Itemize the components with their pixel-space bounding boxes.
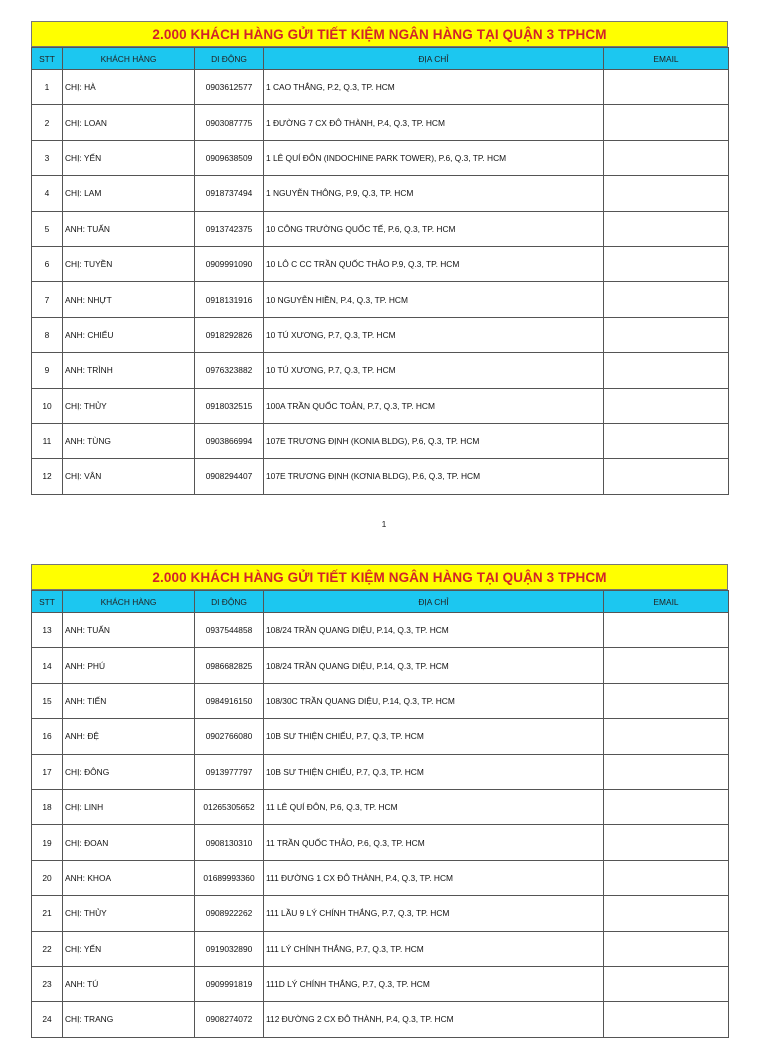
email	[604, 105, 729, 140]
customer-name: ANH: KHOA	[63, 860, 195, 895]
row-number: 7	[32, 282, 63, 317]
row-number: 24	[32, 1002, 63, 1037]
customer-name: ANH: NHỰT	[63, 282, 195, 317]
customer-name: ANH: TUẤN	[63, 613, 195, 648]
table-row	[32, 211, 729, 246]
email	[604, 648, 729, 683]
table-row	[32, 423, 729, 458]
address: 1 NGUYỄN THÔNG, P.9, Q.3, TP. HCM	[264, 176, 604, 211]
customer-name: ANH: TUẤN	[63, 211, 195, 246]
email	[604, 789, 729, 824]
sheet-page-2	[31, 564, 728, 1038]
email	[604, 317, 729, 352]
phone-number: 0918032515	[195, 388, 264, 423]
address: 111D LÝ CHÍNH THẮNG, P.7, Q.3, TP. HCM	[264, 966, 604, 1001]
table-row	[32, 70, 729, 105]
row-number: 9	[32, 353, 63, 388]
email	[604, 613, 729, 648]
address: 111 LẦU 9 LÝ CHÍNH THẮNG, P.7, Q.3, TP. HCM	[264, 896, 604, 931]
address: 108/30C TRẦN QUANG DIỆU, P.14, Q.3, TP. HCM	[264, 683, 604, 718]
address: 107E TRƯƠNG ĐỊNH (KƠNIA BLDG), P.6, Q.3, TP. HCM	[264, 459, 604, 494]
phone-number: 0918292826	[195, 317, 264, 352]
row-number: 2	[32, 105, 63, 140]
row-number: 14	[32, 648, 63, 683]
phone-number: 0908130310	[195, 825, 264, 860]
email	[604, 282, 729, 317]
email	[604, 176, 729, 211]
customer-name: CHỊ: YẾN	[63, 140, 195, 175]
address: 10B SƯ THIỆN CHIẾU, P.7, Q.3, TP. HCM	[264, 754, 604, 789]
phone-number: 0919032890	[195, 931, 264, 966]
phone-number: 0918737494	[195, 176, 264, 211]
email	[604, 719, 729, 754]
table-row	[32, 1002, 729, 1037]
address: 10 LÔ C CC TRẦN QUỐC THẢO P.9, Q.3, TP. HCM	[264, 246, 604, 281]
customer-name: CHỊ: LINH	[63, 789, 195, 824]
phone-number: 0902766080	[195, 719, 264, 754]
address: 100A TRẦN QUỐC TOẢN, P.7, Q.3, TP. HCM	[264, 388, 604, 423]
customer-name: CHỊ: THỦY	[63, 896, 195, 931]
table-body	[32, 613, 729, 1038]
email	[604, 211, 729, 246]
address: 112 ĐƯỜNG 2 CX ĐÔ THÀNH, P.4, Q.3, TP. HCM	[264, 1002, 604, 1037]
row-number: 16	[32, 719, 63, 754]
row-number: 22	[32, 931, 63, 966]
email	[604, 896, 729, 931]
phone-number: 0909991090	[195, 246, 264, 281]
header-phone: DI ĐỘNG	[195, 48, 264, 70]
table-body	[32, 70, 729, 495]
customer-name: CHỊ: HÀ	[63, 70, 195, 105]
customer-name: CHỊ: ĐOAN	[63, 825, 195, 860]
header-stt: STT	[32, 48, 63, 70]
header-address: ĐỊA CHỈ	[264, 48, 604, 70]
phone-number: 0903866994	[195, 423, 264, 458]
row-number: 18	[32, 789, 63, 824]
email	[604, 860, 729, 895]
table-row	[32, 896, 729, 931]
table-row	[32, 860, 729, 895]
email	[604, 459, 729, 494]
email	[604, 70, 729, 105]
customer-table	[31, 590, 729, 1038]
phone-number: 0908294407	[195, 459, 264, 494]
phone-number: 0909638509	[195, 140, 264, 175]
address: 107E TRƯƠNG ĐỊNH (KONIA BLDG), P.6, Q.3, TP. HCM	[264, 423, 604, 458]
customer-name: CHỊ: YẾN	[63, 931, 195, 966]
row-number: 12	[32, 459, 63, 494]
phone-number: 0937544858	[195, 613, 264, 648]
email	[604, 825, 729, 860]
address: 108/24 TRẦN QUANG DIỆU, P.14, Q.3, TP. HCM	[264, 613, 604, 648]
customer-name: CHỊ: LOAN	[63, 105, 195, 140]
customer-name: CHỊ: VÂN	[63, 459, 195, 494]
table-row	[32, 683, 729, 718]
email	[604, 931, 729, 966]
table-row	[32, 317, 729, 352]
customer-name: ANH: TIẾN	[63, 683, 195, 718]
header-stt: STT	[32, 591, 63, 613]
sheet-title: 2.000 KHÁCH HÀNG GỬI TIẾT KIỆM NGÂN HÀNG TẠI QUẬN 3 TPHCM	[31, 564, 728, 590]
table-row	[32, 648, 729, 683]
address: 108/24 TRẦN QUANG DIỆU, P.14, Q.3, TP. HCM	[264, 648, 604, 683]
phone-number: 01689993360	[195, 860, 264, 895]
phone-number: 0908274072	[195, 1002, 264, 1037]
table-row	[32, 140, 729, 175]
table-row	[32, 789, 729, 824]
phone-number: 0976323882	[195, 353, 264, 388]
page-number: 1	[381, 519, 387, 529]
email	[604, 246, 729, 281]
table-header-row	[32, 591, 729, 613]
row-number: 13	[32, 613, 63, 648]
email	[604, 683, 729, 718]
phone-number: 0986682825	[195, 648, 264, 683]
customer-table	[31, 47, 729, 495]
header-customer: KHÁCH HÀNG	[63, 591, 195, 613]
email	[604, 423, 729, 458]
row-number: 4	[32, 176, 63, 211]
header-address: ĐỊA CHỈ	[264, 591, 604, 613]
email	[604, 140, 729, 175]
phone-number: 0918131916	[195, 282, 264, 317]
customer-name: CHỊ: ĐÔNG	[63, 754, 195, 789]
row-number: 10	[32, 388, 63, 423]
row-number: 3	[32, 140, 63, 175]
phone-number: 0913742375	[195, 211, 264, 246]
sheet-page-1	[31, 21, 728, 495]
customer-name: CHỊ: TUYỀN	[63, 246, 195, 281]
sheet-title: 2.000 KHÁCH HÀNG GỬI TIẾT KIỆM NGÂN HÀNG TẠI QUẬN 3 TPHCM	[31, 21, 728, 47]
email	[604, 754, 729, 789]
header-customer: KHÁCH HÀNG	[63, 48, 195, 70]
address: 10 CÔNG TRƯỜNG QUỐC TẾ, P.6, Q.3, TP. HCM	[264, 211, 604, 246]
customer-name: CHỊ: TRANG	[63, 1002, 195, 1037]
row-number: 20	[32, 860, 63, 895]
customer-name: CHỊ: THỦY	[63, 388, 195, 423]
table-row	[32, 353, 729, 388]
address: 10B SƯ THIỆN CHIẾU, P.7, Q.3, TP. HCM	[264, 719, 604, 754]
address: 11 TRẦN QUỐC THẢO, P.6, Q.3, TP. HCM	[264, 825, 604, 860]
address: 10 TÚ XƯƠNG, P.7, Q.3, TP. HCM	[264, 353, 604, 388]
address: 111 ĐƯỜNG 1 CX ĐÔ THÀNH, P.4, Q.3, TP. HCM	[264, 860, 604, 895]
table-row	[32, 613, 729, 648]
table-row	[32, 754, 729, 789]
phone-number: 0984916150	[195, 683, 264, 718]
row-number: 1	[32, 70, 63, 105]
row-number: 21	[32, 896, 63, 931]
table-row	[32, 246, 729, 281]
row-number: 23	[32, 966, 63, 1001]
customer-name: ANH: ĐỆ	[63, 719, 195, 754]
row-number: 15	[32, 683, 63, 718]
phone-number: 0903612577	[195, 70, 264, 105]
address: 1 ĐƯỜNG 7 CX ĐÔ THÀNH, P.4, Q.3, TP. HCM	[264, 105, 604, 140]
address: 10 NGUYỄN HIỀN, P.4, Q.3, TP. HCM	[264, 282, 604, 317]
header-email: EMAIL	[604, 591, 729, 613]
customer-name: CHỊ: LAM	[63, 176, 195, 211]
customer-name: ANH: TÚ	[63, 966, 195, 1001]
address: 111 LÝ CHÍNH THẮNG, P.7, Q.3, TP. HCM	[264, 931, 604, 966]
phone-number: 0908922262	[195, 896, 264, 931]
table-header-row	[32, 48, 729, 70]
customer-name: ANH: TÙNG	[63, 423, 195, 458]
table-row	[32, 282, 729, 317]
phone-number: 0913977797	[195, 754, 264, 789]
address: 1 CAO THẮNG, P.2, Q.3, TP. HCM	[264, 70, 604, 105]
row-number: 19	[32, 825, 63, 860]
customer-name: ANH: CHIỂU	[63, 317, 195, 352]
customer-name: ANH: PHÚ	[63, 648, 195, 683]
address: 1 LÊ QUÍ ĐÔN (INDOCHINE PARK TOWER), P.6, Q.3, TP. HCM	[264, 140, 604, 175]
email	[604, 353, 729, 388]
phone-number: 0903087775	[195, 105, 264, 140]
email	[604, 388, 729, 423]
address: 11 LÊ QUÍ ĐÔN, P.6, Q.3, TP. HCM	[264, 789, 604, 824]
table-row	[32, 719, 729, 754]
table-row	[32, 825, 729, 860]
row-number: 11	[32, 423, 63, 458]
row-number: 6	[32, 246, 63, 281]
header-email: EMAIL	[604, 48, 729, 70]
address: 10 TÚ XƯƠNG, P.7, Q.3, TP. HCM	[264, 317, 604, 352]
table-row	[32, 931, 729, 966]
table-row	[32, 459, 729, 494]
table-row	[32, 966, 729, 1001]
table-row	[32, 388, 729, 423]
header-phone: DI ĐỘNG	[195, 591, 264, 613]
phone-number: 01265305652	[195, 789, 264, 824]
email	[604, 1002, 729, 1037]
table-row	[32, 176, 729, 211]
phone-number: 0909991819	[195, 966, 264, 1001]
row-number: 5	[32, 211, 63, 246]
email	[604, 966, 729, 1001]
customer-name: ANH: TRÌNH	[63, 353, 195, 388]
row-number: 8	[32, 317, 63, 352]
row-number: 17	[32, 754, 63, 789]
table-row	[32, 105, 729, 140]
